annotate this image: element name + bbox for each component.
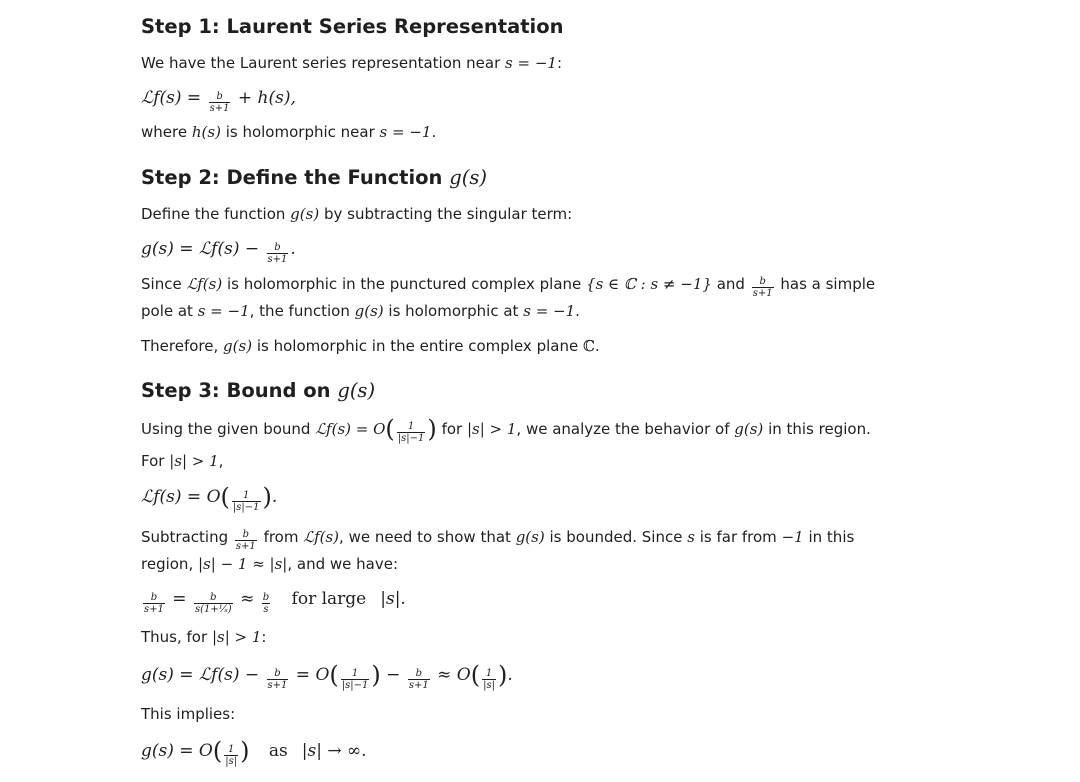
step3-thus: Thus, for |s| > 1: xyxy=(141,628,267,646)
fraction: $\frac{b}{s+1}$ xyxy=(144,591,164,615)
fraction: $\frac{b}{s+1}$ xyxy=(408,667,429,691)
step1-equation: ℒf(s) = $\frac{b}{s+1}$ + h(s), xyxy=(141,88,296,114)
fraction: $\frac{1}{|s|-1}$ xyxy=(232,489,260,513)
step2-therefore: Therefore, g(s) is holomorphic in the entire complex plane ℂ. xyxy=(141,337,600,355)
fraction: $\frac{1}{|s|-1}$ xyxy=(397,420,425,444)
step2-heading: Step 2: Define the Function g(s) xyxy=(141,166,487,189)
step3-heading: Step 3: Bound on g(s) xyxy=(141,379,376,402)
fraction: $\frac{1}{|s|}$ xyxy=(483,667,495,691)
step3-for: For |s| > 1, xyxy=(141,452,224,470)
step3-subtracting: Subtracting $\frac{b}{s+1}$ from ℒf(s), we need to show that g(s) is bounded. Since s is far from −1 in this xyxy=(141,528,855,552)
step1-intro: We have the Laurent series representation near s = −1: xyxy=(141,54,563,72)
step3-region: region, |s| − 1 ≈ |s|, and we have: xyxy=(141,555,399,573)
fraction: $\frac{b}{s+1}$ xyxy=(267,241,288,265)
step1-where: where h(s) is holomorphic near s = −1. xyxy=(141,123,437,141)
fraction: $\frac{b}{s+1}$ xyxy=(209,90,230,114)
fraction: $\frac{b}{s}$ xyxy=(262,591,270,615)
fraction: $\frac{b}{s+1}$ xyxy=(235,528,256,552)
step1-heading: Step 1: Laurent Series Representation xyxy=(141,15,564,38)
fraction: $\frac{b}{s+1}$ xyxy=(752,275,773,299)
fraction: $\frac{b}{\text{s(1+¹⁄ₛ)}}$ xyxy=(194,591,232,615)
step2-pole: pole at s = −1, the function g(s) is holomorphic at s = −1. xyxy=(141,302,580,320)
step2-since: Since ℒf(s) is holomorphic in the punctured complex plane {s ∈ ℂ : s ≠ −1} and $\frac{b}{s+1}$ has a simple xyxy=(141,275,876,299)
step3-equation2: $\frac{b}{s+1}$ = $\frac{b}{\text{s(1+¹⁄ₛ)}}$ ≈ $\frac{b}{s}$ for large |s|. xyxy=(144,589,406,615)
step3-equation3: g(s) = ℒf(s) − $\frac{b}{s+1}$ = O( $\frac{1}{|s|-1}$ ) − $\frac{b}{s+1}$ ≈ O( $\frac{1}{|s|}$ ). xyxy=(141,661,513,691)
step3-equation1: ℒf(s) = O( $\frac{1}{|s|-1}$ ). xyxy=(141,483,278,513)
fraction: $\frac{1}{|s|-1}$ xyxy=(341,667,369,691)
step3-implies: This implies: xyxy=(141,705,236,723)
step2-define: Define the function g(s) by subtracting the singular term: xyxy=(141,205,573,223)
step3-equation4: g(s) = O( $\frac{1}{|s|}$ ) as |s| → ∞. xyxy=(141,737,367,767)
fraction: $\frac{1}{|s|}$ xyxy=(225,743,238,767)
step2-equation: g(s) = ℒf(s) − $\frac{b}{s+1}$ . xyxy=(141,239,296,265)
fraction: $\frac{b}{s+1}$ xyxy=(267,667,288,691)
step3-using: Using the given bound ℒf(s) = O( $\frac{1}{|s|-1}$ ) for |s| > 1, we analyze the behavior of g(s) in this region. xyxy=(141,415,871,444)
